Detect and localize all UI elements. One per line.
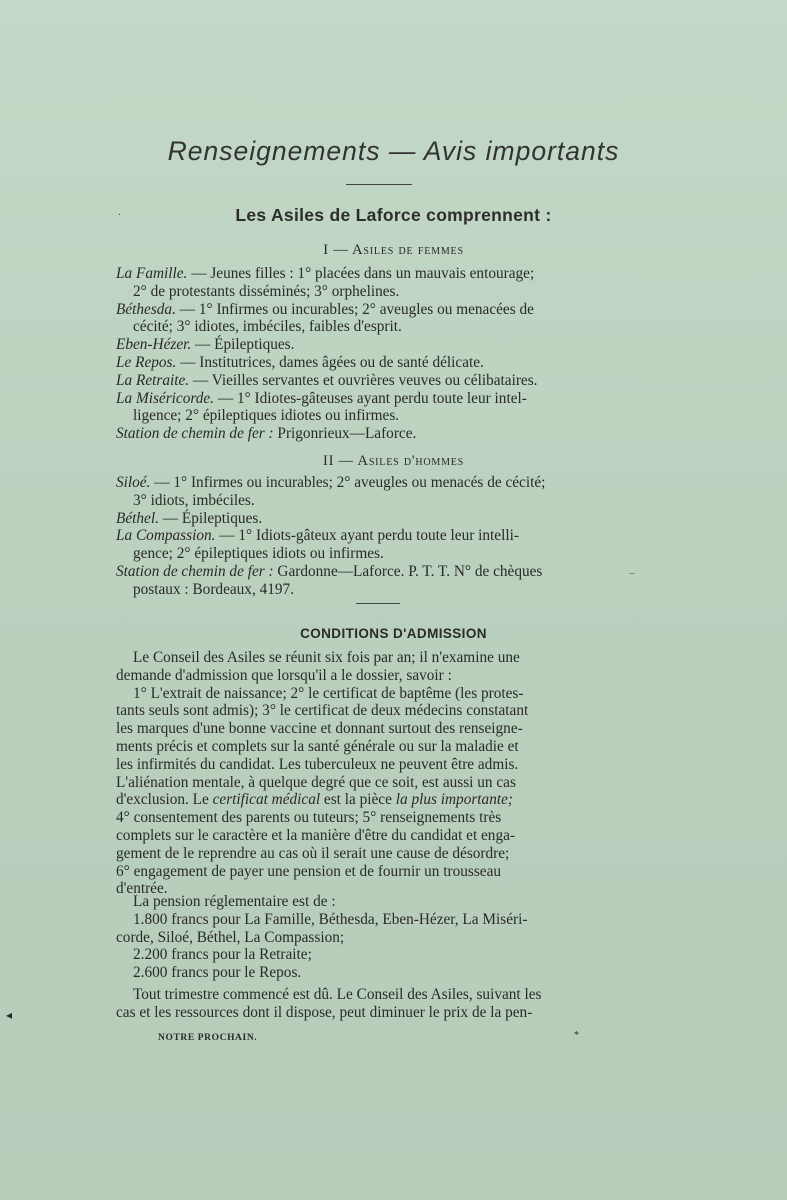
section-divider [356, 603, 400, 604]
section-heading-hommes: II — Asiles d'hommes [322, 453, 465, 469]
closing-body [116, 986, 644, 1022]
text-line: Béthel. — Épileptiques. [116, 509, 263, 527]
text-line: cécité; 3° idiotes, imbéciles, faibles d'esprit. [133, 318, 402, 336]
stray-dot: · [118, 210, 122, 221]
text-line: 2° de protestants disséminés; 3° orphelines. [133, 282, 400, 300]
text-line: d'exclusion. Le certificat médical est la pièce la plus importante; [116, 791, 513, 809]
text-line: tants seuls sont admis); 3° le certificat de deux médecins constatant [116, 702, 529, 720]
subtitle: Les Asiles de Laforce comprennent : [235, 205, 552, 225]
page-title: Renseignements — Avis importants [167, 136, 620, 166]
text-line: Béthesda. — 1° Infirmes ou incurables; 2° aveugles ou menacées de [116, 300, 534, 318]
text-line: La Retraite. — Vieilles servantes et ouvrières veuves ou célibataires. [116, 371, 538, 389]
stray-mark: ‾ [630, 572, 634, 586]
text-line: 2.600 francs pour le Repos. [133, 964, 302, 982]
title-divider [346, 184, 412, 185]
section-hommes-body [116, 474, 644, 599]
text-line: les infirmités du candidat. Les tuberculeux ne peuvent être admis. [116, 755, 519, 773]
margin-mark: ◂ [6, 1008, 13, 1022]
text-line: corde, Siloé, Béthel, La Compassion; [116, 928, 345, 946]
text-line: Station de chemin de fer : Prigonrieux—Laforce. [116, 425, 417, 443]
text-line: gence; 2° épileptiques idiots ou infirmes. [133, 545, 384, 563]
text-line: 2.200 francs pour la Retraite; [133, 946, 312, 964]
footer-signature: NOTRE PROCHAIN. [158, 1033, 258, 1043]
text-line: 3° idiots, imbéciles. [133, 491, 255, 509]
text-line: Le Repos. — Institutrices, dames âgées ou de santé délicate. [116, 353, 484, 371]
text-line: ments précis et complets sur la santé générale ou sur la maladie et [116, 737, 519, 755]
footer-asterisk: * [574, 1030, 579, 1041]
conditions-body [116, 649, 644, 898]
text-line: complets sur le caractère et la manière d'être du candidat et enga- [116, 826, 515, 844]
text-line: Station de chemin de fer : Gardonne—Laforce. P. T. T. N° de chèques [116, 562, 543, 580]
text-line: 6° engagement de payer une pension et de fournir un trousseau [116, 862, 502, 880]
text-line: Le Conseil des Asiles se réunit six fois par an; il n'examine une [133, 649, 520, 666]
text-line: gement de le reprendre au cas où il serait une cause de désordre; [116, 844, 510, 862]
text-line: 1.800 francs pour La Famille, Béthesda, Eben-Hézer, La Miséri- [133, 910, 528, 928]
text-line: ligence; 2° épileptiques idiotes ou infirmes. [133, 407, 400, 425]
section-femmes-body [116, 265, 644, 443]
section-heading-femmes: I — Asiles de femmes [323, 242, 464, 258]
text-line: Siloé. — 1° Infirmes ou incurables; 2° aveugles ou menacés de cécité; [116, 474, 546, 491]
text-line: Eben-Hézer. — Épileptiques. [116, 336, 295, 354]
text-line: d'entrée. [116, 880, 168, 898]
text-line: L'aliénation mentale, à quelque degré que ce soit, est aussi un cas [116, 773, 516, 791]
text-line: les marques d'une bonne vaccine et donnant surtout des renseigne- [116, 720, 523, 738]
text-line: 1° L'extrait de naissance; 2° le certificat de baptême (les protes- [133, 684, 524, 702]
pension-body [116, 893, 644, 982]
text-line: La pension réglementaire est de : [133, 893, 336, 910]
text-line: La Famille. — Jeunes filles : 1° placées dans un mauvais entourage; [116, 265, 535, 282]
text-line: Tout trimestre commencé est dû. Le Conseil des Asiles, suivant les [133, 986, 542, 1003]
text-line: cas et les ressources dont il dispose, peut diminuer le prix de la pen- [116, 1003, 533, 1021]
text-line: La Compassion. — 1° Idiots-gâteux ayant perdu toute leur intelli- [116, 527, 519, 545]
text-line: 4° consentement des parents ou tuteurs; 5° renseignements très [116, 809, 502, 827]
conditions-heading: CONDITIONS D'ADMISSION [300, 626, 487, 641]
text-line: demande d'admission que lorsqu'il a le dossier, savoir : [116, 666, 452, 684]
text-line: postaux : Bordeaux, 4197. [133, 580, 295, 598]
text-line: La Miséricorde. — 1° Idiotes-gâteuses ayant perdu toute leur intel- [116, 389, 527, 407]
